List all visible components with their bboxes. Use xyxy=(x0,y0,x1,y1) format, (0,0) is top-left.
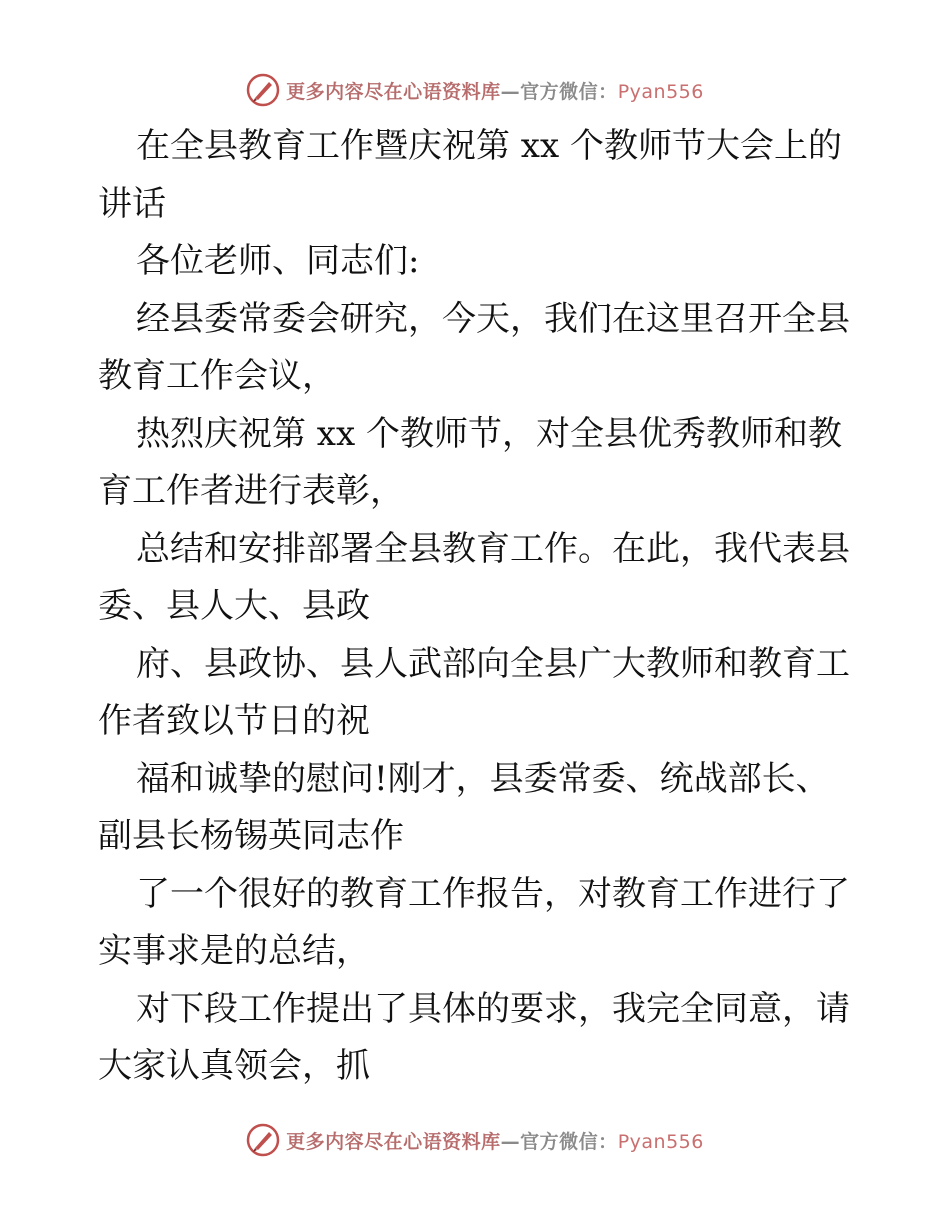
watermark-main: 更多内容尽在心语资料库 xyxy=(286,1130,501,1153)
paragraph: 府、县政协、县人武部向全县广大教师和教育工作者致以节日的祝 xyxy=(98,643,850,741)
watermark-label: 官方微信： xyxy=(520,80,618,103)
paragraph: 各位老师、同志们: xyxy=(136,241,420,281)
document-body xyxy=(98,118,858,1096)
watermark-text xyxy=(286,1127,704,1154)
paragraph: 福和诚挚的慰问!刚才，县委常委、统战部长、副县长杨锡英同志作 xyxy=(98,758,830,856)
paragraph: 在全县教育工作暨庆祝第 xx 个教师节大会上的讲话 xyxy=(98,126,842,224)
header-watermark xyxy=(0,70,950,110)
footer-watermark xyxy=(0,1120,950,1160)
paragraph: 对下段工作提出了具体的要求，我完全同意，请大家认真领会，抓 xyxy=(98,988,850,1086)
quill-logo-icon xyxy=(246,73,280,107)
paragraph: 了一个很好的教育工作报告，对教育工作进行了实事求是的总结， xyxy=(98,873,850,971)
quill-logo-icon xyxy=(246,1123,280,1157)
watermark-main: 更多内容尽在心语资料库 xyxy=(286,80,501,103)
watermark-label: 官方微信： xyxy=(520,1130,618,1153)
watermark-text xyxy=(286,77,704,104)
paragraph: 总结和安排部署全县教育工作。在此，我代表县委、县人大、县政 xyxy=(98,528,850,626)
watermark-wechat-id: Pyan556 xyxy=(617,80,704,103)
paragraph: 热烈庆祝第 xx 个教师节，对全县优秀教师和教育工作者进行表彰， xyxy=(98,413,842,511)
paragraph: 经县委常委会研究，今天，我们在这里召开全县教育工作会议， xyxy=(98,298,850,396)
watermark-separator: — xyxy=(500,1130,521,1153)
watermark-wechat-id: Pyan556 xyxy=(617,1130,704,1153)
watermark-separator: — xyxy=(500,80,521,103)
